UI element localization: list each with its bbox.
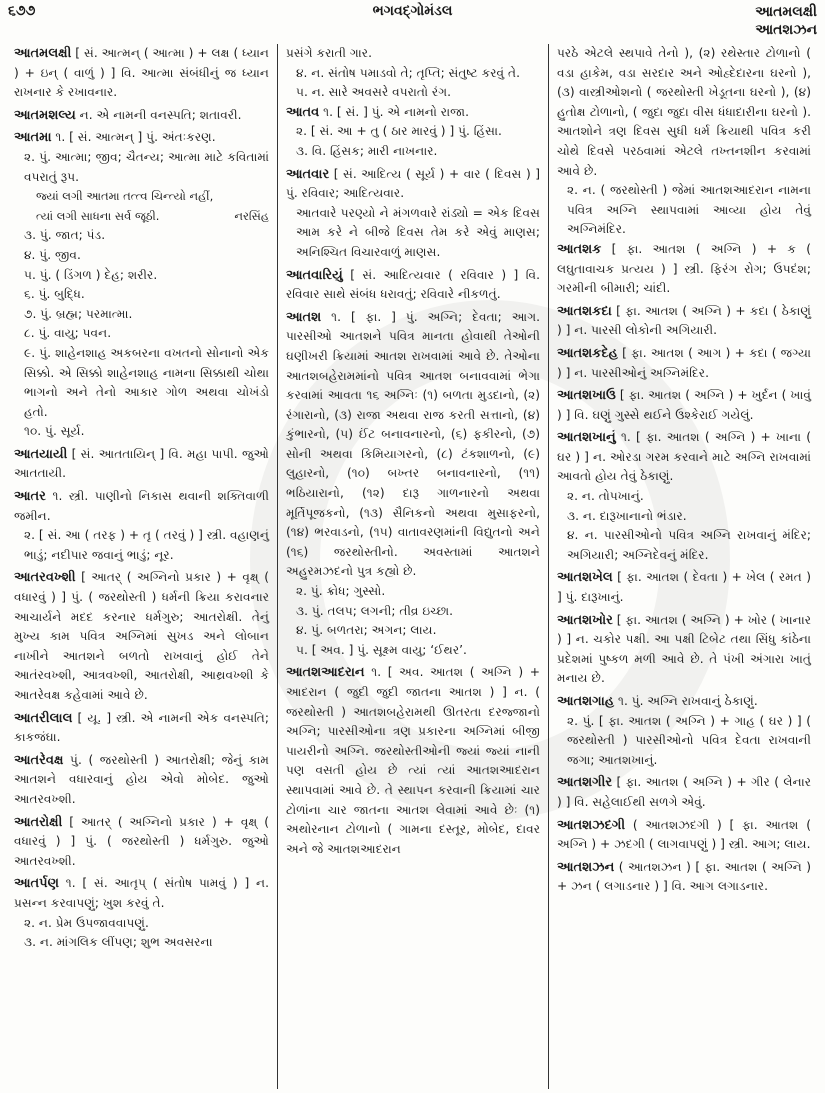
definition: ( આતશઝન ) [ ફા. આતશ ( અગ્નિ ) + ઝન ( લગાડનાર ) ] વિ. આગ લગાડનાર. xyxy=(557,859,811,894)
definition: ( આતશઝદગી ) [ ફા. આતશ ( અગ્નિ ) + ઝદગી ( લાગવાપણું ) ] સ્ત્રી. આગ; લાય. xyxy=(557,817,811,852)
column-left xyxy=(6,44,277,1089)
page-header xyxy=(0,0,825,44)
definition: [ સં. આતતાયિન્ ] વિ. મહા પાપી. જુઓ આતતાયી. xyxy=(14,446,269,481)
entry-main xyxy=(557,302,811,341)
dictionary-entry xyxy=(14,813,269,872)
dictionary-entry xyxy=(14,487,269,565)
headword: આતશખેલ xyxy=(557,570,613,586)
definition: ૧. સ્ત્રી. પાણીનો નિકાસ થવાની શક્તિવાળી જમીન. xyxy=(14,489,270,523)
entry-main xyxy=(14,487,269,526)
sense: ૨. ન. ( જરથોસ્તી ) જેમાં આતશઆદરાન નામના પવિત્ર અગ્નિ સ્થાપવામાં આવ્યા હોય તેવું અગ્નિમંદિર. xyxy=(567,183,811,237)
sense: ૨. [ સં. આ + તુ ( ઠાર મારવું ) ] પું. હિંસા. xyxy=(296,124,502,139)
sense: ૫. પું. ( ડિંગળ ) દેહ; શરીર. xyxy=(24,267,158,282)
entry-main xyxy=(557,816,811,855)
headword: આતશખાઉ xyxy=(557,388,616,404)
definition: ૧. [ સં. આતૃપ્ ( સંતોષ પામવું ) ] ન. પ્રસન્ન કરવાપણું; ખુશ કરવું તે. xyxy=(14,876,269,910)
headword: આતમલક્ષી xyxy=(14,46,72,61)
dictionary-entry xyxy=(286,165,540,263)
page-title: ભગવદ્ગોમંડલ xyxy=(372,3,453,19)
headword: આતરીલાલ xyxy=(14,710,73,726)
definition: ૧. [ સં. ] પું. એ નામનો રાજા. xyxy=(323,104,470,119)
sense: ૨. પું. [ ફા. આતશ ( અગ્નિ ) + ગાહ ( ઘર ) ] ( જરથોસ્તી ) પારસીઓનો પવિત્ર દેવતા રાખવાની જગા; આતશખાનું. xyxy=(567,713,811,767)
headword: આતવ xyxy=(286,104,320,120)
entry-main xyxy=(286,165,540,204)
dictionary-entry xyxy=(557,428,811,565)
headword: આતશગીર xyxy=(557,775,613,791)
sense: ૨. ન. તોપખાનું. xyxy=(567,489,644,504)
definition: [ ફા. આતશ ( અગ્નિ ) + ક ( લઘુતાવાચક પ્રત્યય ) ] સ્ત્રી. ફિરંગ રોગ; ઉપદંશ; ગરમીની બીમારી; ચાંદી. xyxy=(557,241,812,296)
dictionary-entry xyxy=(557,692,811,770)
sense: ૬. પું. બુદ્ધિ. xyxy=(24,287,85,302)
sense: ૪. પું. બળતરા; અગન; લાય. xyxy=(296,623,437,638)
headword: આતવારિયું xyxy=(286,267,343,283)
dictionary-entry xyxy=(286,663,540,859)
entry-main xyxy=(14,445,269,484)
dictionary-entry xyxy=(286,308,540,661)
quote-line: જ્યાં લગી આતમા તત્ત્વ ચિન્ત્યો નહીં, xyxy=(36,189,214,204)
dictionary-entry xyxy=(14,751,269,810)
sense: ૨. [ સં. આ ( તરફ ) + તૃ ( તરવું ) ] સ્ત્રી. વહાણનું ભાડું; નદીપાર જવાનું ભાડું; નૂર. xyxy=(24,528,269,562)
entry-main xyxy=(14,813,269,872)
definition: [ સં. આદિત્યવાર ( રવિવાર ) ] વિ. રવિવાર સાથે સંબંધ ધરાવતું; રવિવારે નીકળતું. xyxy=(286,267,540,302)
definition: ૧. [ અવ. આતશ ( અગ્નિ ) + આદરાન ( જુદી જુદી જાતના આતશ ) ] ન. ( જરથોસ્તી ) આતશબહેરામથી ઊતરતા દરજ્જાનો અગ્નિ; પારસીઓના ત્રણ પ્રકારના અગ્નિમાં બીજી પાયરીનો અગ્નિ. જરથોસ્તીઓની જ્યાં જ્યાં નાની પણ વસતી હોય છે ત્યાં ત્યાં આતશઆદરાન સ્થાપવામાં આવે છે. તે સ્થાપન કરવાની ક્રિયામાં ચાર ટોળાંના ચાર જાતના આતશ લેવામાં આવે છેઃ (૧) અથોરનાન ટોળાનો ( ગામના દસ્તૂર, મોબેદ, દાવર અને જે આતશઆદરાન xyxy=(286,665,541,856)
definition: [ ફા. આતશ ( અગ્નિ ) + ગીર ( લેનાર ) ] વિ. સહેલાઈથી સળગે એવું. xyxy=(557,775,811,809)
definition: ૧. પું. અગ્નિ રાખવાનું ઠેકાણું. xyxy=(617,694,758,708)
entry-main xyxy=(557,773,811,812)
headword: આતશખોર xyxy=(557,612,613,628)
sense: ૪. ન. પારસીઓનો પવિત્ર અગ્નિ રાખવાનું મંદિર; અગિયારી; અગ્નિદેવનું મંદિર. xyxy=(567,528,811,562)
entry-main xyxy=(14,751,269,810)
headword: આતશકદેહ xyxy=(557,345,618,361)
dictionary-entry xyxy=(14,106,269,126)
dictionary-entry xyxy=(14,874,269,952)
column-right xyxy=(548,44,819,1089)
sense: ૧૦. પું. સૂર્ય. xyxy=(24,424,85,439)
sense: ૨. પું. ક્રોધ; ગુસ્સો. xyxy=(296,584,386,599)
dictionary-entry xyxy=(557,240,811,299)
headword: આતશઝન xyxy=(557,859,615,875)
sense: ૪. ન. સંતોષ પમાડવો તે; તૃપ્તિ; સંતુષ્ટ કરવું તે. xyxy=(296,65,520,80)
definition: [ આતર્ ( અગ્નિનો પ્રકાર ) + વૃક્ષ્ ( વધારવું ) ] પું. ( જરથોસ્તી ) ધર્મગુરુ. જુઓ આતરવખ્શી. xyxy=(14,814,269,868)
entry-main xyxy=(557,240,811,299)
definition: [ ફા. આતશ ( આગ ) + કદા ( જગ્યા ) ] ન. પારસીઓનું અગ્નિમંદિર. xyxy=(557,345,812,380)
sense: ૫. [ અવ. ] પું. સૂક્ષ્મ વાયુ; ‘ઈથર’. xyxy=(296,642,467,657)
entry-main xyxy=(557,428,811,487)
entry-main xyxy=(14,709,269,748)
dictionary-entry xyxy=(14,44,269,103)
dictionary-entry xyxy=(557,773,811,812)
headword: આતરવખ્શી xyxy=(14,570,76,586)
headword: આતરેવક્ષ xyxy=(14,752,64,768)
definition: [ સં. આદિત્ય ( સૂર્ય ) + વાર ( દિવસ ) ] પું. રવિવાર; આદિત્યવાર. xyxy=(286,166,541,201)
guide-words xyxy=(755,3,817,39)
definition: પું. ( જરથોસ્તી ) આતરોક્ષી; જેનું કામ આતશને વધારવાનું હોય એવો મોબેદ. જુઓ આતરવખ્શી. xyxy=(14,752,270,806)
dictionary-entry xyxy=(557,302,811,341)
headword: આતશઝદગી xyxy=(557,817,626,833)
quotation xyxy=(14,187,269,226)
sense: ૨. ન. પ્રેમ ઉપજાવવાપણું. xyxy=(24,915,149,930)
entry-main xyxy=(286,308,540,582)
entry-main xyxy=(14,128,269,148)
proverb: આતવારે પરણ્યો ને મંગળવારે રાંડ્યો = એક દિવસ આમ કરે ને બીજે દિવસ તેમ કરે એવું માણસ; અનિશ્ચિત વિચારવાળું માણસ. xyxy=(296,205,540,259)
sense: ૫. ન. સારે અવસરે વપરાતો રંગ. xyxy=(296,85,451,100)
sense: ૪. પું. જીવ. xyxy=(24,247,81,262)
definition: [ ફા. આતશ ( દેવતા ) + ખેલ ( રમત ) ] પું. દારૂખાનું. xyxy=(557,570,811,605)
headword: આતશખાનું xyxy=(557,430,616,446)
sense: ૩. ન. દારૂખાનાનો ભંડાર. xyxy=(567,508,687,523)
page-number: ૬૭૭ xyxy=(8,3,36,19)
sense: ૩. પું. જાત; પંડ. xyxy=(24,228,106,243)
headword: આતશઆદરાન xyxy=(286,665,365,681)
sense: ૮. પું. વાયુ; પવન. xyxy=(24,326,112,341)
definition: [ યૂ. ] સ્ત્રી. એ નામની એક વનસ્પતિ; કાકજંઘા. xyxy=(14,710,269,745)
headword: આતમશલ્ય xyxy=(14,107,76,123)
entry-main xyxy=(14,568,269,705)
sense: ૭. પું. બ્રહ્મ; પરમાત્મા. xyxy=(24,306,133,321)
entry-main xyxy=(557,568,811,607)
sense: ૩. વિ. હિંસક; મારી નાખનાર. xyxy=(296,143,438,158)
entry-main xyxy=(557,386,811,425)
guide-word-last: આતશઝન xyxy=(755,22,817,38)
headword: આતમા xyxy=(14,130,52,146)
dictionary-columns xyxy=(6,44,820,1089)
quote-source: નરસિંહ xyxy=(234,208,269,223)
entry-main xyxy=(286,266,540,305)
continued-text: પ્રસંગે કરાતી ગાર. xyxy=(286,46,372,60)
sense: ૨. પું. આત્મા; જીવ; ચૈતન્ય; આત્મા માટે કવિતામાં વપરાતું રૂપ. xyxy=(24,149,269,184)
headword: આતર xyxy=(14,489,46,505)
dictionary-entry xyxy=(557,568,811,607)
definition: ૧. [ ફા. આતશ ( અગ્નિ ) + ખાના ( ઘર ) ] ન. ઓરડા ગરમ કરવાને માટે અગ્નિ રાખવામાં આવતો હોય તેવું ઠેકાણું. xyxy=(557,430,812,484)
definition: [ ફા. આતશ ( અગ્નિ ) + કદા ( ઠેકાણું ) ] ન. પારસી લોકોની અગિયારી. xyxy=(557,303,812,338)
entry-main xyxy=(557,611,811,689)
quote-text: ત્યાં લગી સાધના સર્વ જૂઠી. xyxy=(36,208,160,223)
dictionary-entry xyxy=(14,445,269,484)
definition: ૧. [ સં. આત્મન્ ] પું. અંતઃકરણ. xyxy=(55,130,216,145)
entry-main xyxy=(557,344,811,383)
quote-line xyxy=(36,207,269,227)
dictionary-entry xyxy=(557,611,811,689)
headword: આતશક xyxy=(557,241,602,257)
entry-main xyxy=(14,106,269,126)
entry-main xyxy=(557,858,811,897)
definition: ૧. [ ફા. ] પું. અગ્નિ; દેવતા; આગ. પારસીઓ આતશને પવિત્ર માનતા હોવાથી તેઓની ઘણીખરી ક્રિયામાં આતશ રાખવામાં આવે છે. તેઓના આતશબહેરામમાંનો પવિત્ર આતશ બનાવવામાં ભેગા કરવામાં આવતા ૧૬ અગ્નિઃ (૧) બળતા મુડદાનો, (૨) રંગારાનો, (૩) રાજા અથવા રાજ કરતી સત્તાનો, (૪) કુંભારનો, (૫) ઈંટ બનાવનારનો, (૬) ફકીરનો, (૭) સોની અથવા કિમિયાગરનો, (૮) ટંકશાળનો, (૯) લુહારનો, (૧૦) બખ્તર બનાવનારનો, (૧૧) ભઠિયારાનો, (૧૨) દારૂ ગાળનારનો અથવા મૂર્તિપૂજકનો, (૧૩) સૈનિકનો અથવા મુસાફરનો, (૧૪) ભરવાડનો, (૧૫) વાતાવરણમાંની વિદ્યુતનો અને (૧૬) જરથોસ્તીનો. અવસ્તામાં આતશને અહુરમઝદનો પુત્ર કહ્યો છે. xyxy=(286,309,540,579)
entry-main xyxy=(286,663,540,859)
sense: ૩. પું. તલપ; લગની; તીવ્ર ઇચ્છા. xyxy=(296,603,454,618)
headword: આતરોક્ષી xyxy=(14,814,63,830)
dictionary-entry xyxy=(557,858,811,897)
headword: આતશકદા xyxy=(557,303,612,319)
sense: ૩. ન. માંગલિક લીંપણ; શુભ અવસરના xyxy=(24,935,213,950)
dictionary-entry xyxy=(14,568,269,705)
continued-text: પરઠે એટલે સ્થપાવે તેનો ), (૨) રથેસ્તાર ટોળાનો ( વડા હાકેમ, વડા સરદાર અને ઓહ્દેદારના ઘરનો ), (૩) વાસ્ત્રીઓશનો ( જરથોસ્તી ખેડૂતના ઘરનો ), (૪) હુતોક્ષ ટોળાનો, ( જુદા જુદા વીસ ધંધાદારીના ઘરનો ). આતશોને ત્રણ દિવસ સુધી ધર્મ ક્રિયાથી પવિત્ર કરી ચોથે દિવસે પરઠવામાં એટલે તખ્તનશીન કરવામાં આવે છે. xyxy=(557,46,811,178)
dictionary-entry xyxy=(557,816,811,855)
dictionary-entry xyxy=(14,128,269,442)
entry-main xyxy=(557,692,811,712)
headword: આતવાર xyxy=(286,166,330,182)
headword: આતશ xyxy=(286,309,322,325)
definition: [ ફા. આતશ ( અગ્નિ ) + ખોર ( ખાનાર ) ] ન. ચકોર પક્ષી. આ પક્ષી ટિબેટ તથા સિંધુ કાંઠેના પ્રદેશમાં પુષ્કળ મળી આવે છે. તે પંખી અંગારા ખાતું મનાય છે. xyxy=(557,612,812,686)
headword: આતયાયી xyxy=(14,446,68,462)
entry-main xyxy=(14,44,269,103)
dictionary-entry xyxy=(557,386,811,425)
dictionary-entry xyxy=(14,709,269,748)
dictionary-entry xyxy=(286,266,540,305)
headword: આતશગાહ xyxy=(557,694,615,709)
definition: [ ફા. આતશ ( અગ્નિ ) + ખુર્દન ( ખાવું ) ] વિ. ઘણું ગુસ્સે થઈને ઉશ્કેરાઈ ગયેલું. xyxy=(557,388,811,422)
guide-word-first: આતમલક્ષી xyxy=(755,4,817,20)
definition: ન. એ નામની વનસ્પતિ; શતાવરી. xyxy=(79,107,242,122)
sense: ૯. પું. શાહેનશાહ અકબરના વખતનો સોનાનો એક સિક્કો. એ સિક્કો શાહેનશાહ નામના સિક્કાથી ચોથા ભાગનો અને તેનો આકાર ગોળ અથવા ચોખંડો હતો. xyxy=(24,345,269,419)
headword: આતર્પણ xyxy=(14,876,59,892)
dictionary-entry xyxy=(286,103,540,162)
entry-main xyxy=(286,103,540,123)
definition: [ સં. આત્મન્ ( આત્મા ) + લક્ષ ( ધ્યાન ) + ઇન્ ( વાળું ) ] વિ. આત્મા સંબંધીનું જ ધ્યાન રાખનાર કે રખાવનાર. xyxy=(14,46,270,100)
definition: [ આતર્ ( અગ્નિનો પ્રકાર ) + વૃક્ષ્ ( વધારવું ) ] પું. ( જરથોસ્તી ) ધર્મની ક્રિયા કરાવનાર આચાર્યને મદદ કરનાર ધર્મગુરુ; આતરોક્ષી. તેનું મુખ્ય કામ પવિત્ર અગ્નિમાં સુખડ અને લોબાન નાખીને આતશને બળતો રાખવાનું હોઈ તેને આતંરવખ્શી, આત્રવખ્શી, આતરોક્ષી, આથ્રવખ્શી કે આતરેવક્ષ કહેવામાં આવે છે. xyxy=(14,570,270,702)
entry-main xyxy=(14,874,269,913)
column-middle xyxy=(277,44,548,1089)
dictionary-entry xyxy=(557,344,811,383)
